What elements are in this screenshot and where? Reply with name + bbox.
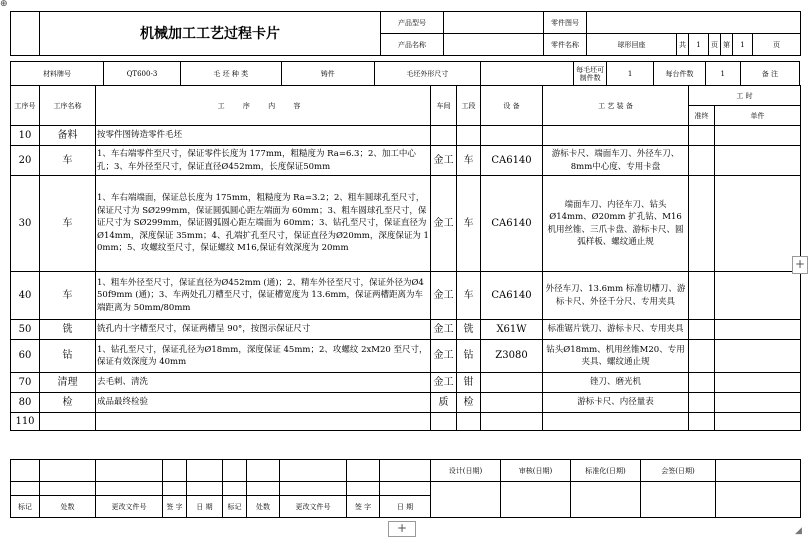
op-name[interactable]: 备料 — [40, 126, 96, 146]
per-unit-value[interactable]: 1 — [705, 62, 740, 86]
op-hours-prep[interactable] — [689, 126, 715, 146]
op-content[interactable]: 1、钻孔至尺寸，保证孔径为Ø18mm，深度保证 45mm；2、攻螺纹 2xM20 至尺寸，保证有效深度为 40mm — [96, 340, 431, 373]
change-date2-label: 日 期 — [380, 496, 431, 518]
col-hours: 工 时 — [689, 86, 801, 106]
col-op-name: 工序名称 — [40, 86, 96, 126]
op-section[interactable]: 车 — [457, 272, 481, 320]
op-hours-prep[interactable] — [689, 146, 715, 176]
op-hours-prep[interactable] — [689, 176, 715, 272]
op-workshop[interactable]: 金工 — [431, 373, 457, 393]
op-equipment[interactable] — [481, 126, 543, 146]
op-hours-unit[interactable] — [715, 320, 801, 340]
op-section[interactable]: 钳 — [457, 373, 481, 393]
op-name[interactable]: 车 — [40, 176, 96, 272]
operations-table — [10, 85, 801, 431]
op-content[interactable] — [96, 413, 431, 431]
op-no[interactable]: 10 — [11, 126, 40, 146]
part-name-value[interactable]: 球形回座 — [587, 34, 677, 56]
add-column-button[interactable]: + — [792, 256, 808, 274]
material-value[interactable]: QT600-3 — [104, 62, 181, 86]
op-workshop[interactable]: 金工 — [431, 176, 457, 272]
op-workshop[interactable] — [431, 126, 457, 146]
op-tooling[interactable]: 标准锯片铣刀、游标卡尺、专用夹具 — [543, 320, 689, 340]
op-no[interactable]: 30 — [11, 176, 40, 272]
op-name[interactable]: 钻 — [40, 340, 96, 373]
op-section[interactable]: 车 — [457, 146, 481, 176]
op-content[interactable]: 按零件图铸造零件毛坯 — [96, 126, 431, 146]
op-tooling[interactable]: 外径车刀、13.6mm 标准切槽刀、游标卡尺、外径千分尺、专用夹具 — [543, 272, 689, 320]
countersign-label: 会签(日期) — [641, 460, 716, 482]
op-hours-prep[interactable] — [689, 320, 715, 340]
op-name[interactable]: 车 — [40, 146, 96, 176]
change-sign-label: 签 字 — [163, 496, 187, 518]
col-workshop: 车间 — [431, 86, 457, 126]
op-hours-unit[interactable] — [715, 413, 801, 431]
op-tooling[interactable]: 钻头Ø18mm、机用丝锥M20、专用夹具、螺纹通止规 — [543, 340, 689, 373]
change-date-label: 日 期 — [187, 496, 223, 518]
op-section[interactable]: 钻 — [457, 340, 481, 373]
op-hours-prep[interactable] — [689, 393, 715, 413]
op-hours-prep[interactable] — [689, 340, 715, 373]
op-no[interactable]: 70 — [11, 373, 40, 393]
table-row — [11, 272, 801, 320]
op-hours-unit[interactable] — [715, 146, 801, 176]
table-row — [11, 320, 801, 340]
op-equipment[interactable]: CA6140 — [481, 146, 543, 176]
table-row — [11, 126, 801, 146]
op-no[interactable]: 110 — [11, 413, 40, 431]
table-row — [11, 176, 801, 272]
per-unit-label: 每台件数 — [654, 62, 706, 86]
col-section: 工段 — [457, 86, 481, 126]
op-workshop[interactable]: 质 — [431, 393, 457, 413]
header-blank-cell — [11, 12, 40, 56]
op-workshop[interactable]: 金工 — [431, 340, 457, 373]
op-workshop[interactable]: 金工 — [431, 320, 457, 340]
table-row — [11, 340, 801, 373]
product-name-value[interactable] — [444, 34, 544, 56]
col-op-no: 工序号 — [11, 86, 40, 126]
change-sign2-label: 签 字 — [347, 496, 380, 518]
op-content[interactable]: 1、粗车外径至尺寸，保证直径为Ø452mm (通)；2、精车外径至尺寸，保证外径为Ø450f9mm (通)；3、车两处孔刀槽至尺寸，保证槽宽度为 13.6mm，保证两槽距离为车端距离为 50mm/80mm — [96, 272, 431, 320]
countersign-value[interactable] — [641, 482, 716, 518]
op-equipment[interactable]: CA6140 — [481, 272, 543, 320]
part-no-value[interactable] — [587, 12, 801, 34]
op-no[interactable]: 80 — [11, 393, 40, 413]
material-label: 材料牌号 — [11, 62, 104, 86]
product-model-label: 产品型号 — [381, 12, 444, 34]
table-move-handle[interactable]: ⊕ — [0, 0, 8, 9]
op-hours-unit[interactable] — [715, 393, 801, 413]
material-table — [10, 61, 800, 86]
header-table — [10, 11, 801, 56]
standard-value[interactable] — [571, 482, 641, 518]
op-section[interactable]: 车 — [457, 176, 481, 272]
op-name[interactable] — [40, 413, 96, 431]
col-hours-unit: 单件 — [715, 106, 801, 126]
op-equipment[interactable] — [481, 373, 543, 393]
op-name[interactable]: 检 — [40, 393, 96, 413]
op-content[interactable]: 1、车右端零件至尺寸，保证零件长度为 177mm，粗糙度为 Ra=6.3；2、加工中心孔；3、车外径至尺寸，保证直径Ø452mm，长度保证50mm — [96, 146, 431, 176]
op-hours-prep[interactable] — [689, 413, 715, 431]
col-hours-prep: 准终 — [689, 106, 715, 126]
op-hours-prep[interactable] — [689, 272, 715, 320]
table-row — [11, 413, 801, 431]
signoff-table — [10, 459, 801, 518]
op-content[interactable]: 铣孔内十字槽至尺寸，保证两槽呈 90°，按图示保证尺寸 — [96, 320, 431, 340]
op-equipment[interactable] — [481, 393, 543, 413]
change-doc-label: 更改文件号 — [96, 496, 163, 518]
resize-grip-icon[interactable]: ◢ — [795, 526, 802, 536]
op-no[interactable]: 60 — [11, 340, 40, 373]
blank-size-value[interactable] — [481, 62, 574, 86]
op-hours-unit[interactable] — [715, 126, 801, 146]
op-section[interactable]: 检 — [457, 393, 481, 413]
change-mark-label: 标记 — [11, 496, 40, 518]
product-model-value[interactable] — [444, 12, 544, 34]
op-tooling[interactable] — [543, 413, 689, 431]
op-content[interactable]: 去毛刺、清洗 — [96, 373, 431, 393]
op-equipment[interactable] — [481, 413, 543, 431]
op-tooling[interactable] — [543, 126, 689, 146]
col-tooling: 工 艺 装 备 — [543, 86, 689, 126]
product-name-label: 产品名称 — [381, 34, 444, 56]
op-workshop[interactable]: 金工 — [431, 146, 457, 176]
op-section[interactable] — [457, 126, 481, 146]
change-count2-label: 处数 — [247, 496, 280, 518]
op-no[interactable]: 20 — [11, 146, 40, 176]
op-no[interactable]: 40 — [11, 272, 40, 320]
change-doc2-label: 更改文件号 — [280, 496, 347, 518]
part-name-label: 零件名称 — [544, 34, 587, 56]
op-tooling[interactable]: 端面车刀、内径车刀、钻头Ø14mm、Ø20mm 扩孔钻、M16 机用丝锥、三爪卡盘、游标卡尺、圆弧样板、螺纹通止规 — [543, 176, 689, 272]
table-row — [11, 146, 801, 176]
col-equipment: 设 备 — [481, 86, 543, 126]
op-section[interactable] — [457, 413, 481, 431]
op-name[interactable]: 清理 — [40, 373, 96, 393]
op-hours-unit[interactable] — [715, 340, 801, 373]
per-blank-value[interactable]: 1 — [607, 62, 654, 86]
blank-size-label: 毛坯外形尺寸 — [374, 62, 480, 86]
op-equipment[interactable]: X61W — [481, 320, 543, 340]
op-tooling[interactable]: 锉刀、磨光机 — [543, 373, 689, 393]
sheet-label: 第 — [721, 34, 733, 56]
total-value[interactable]: 1 — [689, 34, 709, 56]
change-count-label: 处数 — [40, 496, 96, 518]
op-hours-unit[interactable] — [715, 373, 801, 393]
op-name[interactable]: 车 — [40, 272, 96, 320]
total-label: 共 — [677, 34, 689, 56]
process-card — [10, 11, 800, 519]
op-no[interactable]: 50 — [11, 320, 40, 340]
op-section[interactable]: 铣 — [457, 320, 481, 340]
op-content[interactable]: 成品最终检验 — [96, 393, 431, 413]
change-mark2-label: 标记 — [223, 496, 247, 518]
op-equipment[interactable]: Z3080 — [481, 340, 543, 373]
op-content[interactable]: 1、车右端端面，保证总长度为 175mm，粗糙度为 Ra=3.2；2、粗车圆球孔至尺寸，保证尺寸为 SØ299mm，保证圆弧圆心距左端面为 60mm；3、粗车圆球孔至尺寸，保证尺寸为 SØ299mm，保证圆弧圆心距左端面为 60mm；3、钻孔至尺寸，保证直径为Ø14mm，深度保证 35mm；4、孔端扩孔至尺寸，保证直径为Ø20mm，深度保证为 10mm；5、攻螺纹至尺寸，保证螺纹 M16,保证有效深度为 20mm — [96, 176, 431, 272]
table-row — [11, 393, 801, 413]
op-hours-unit[interactable] — [715, 176, 801, 272]
op-hours-prep[interactable] — [689, 373, 715, 393]
standard-label: 标准化(日期) — [571, 460, 641, 482]
blank-type-value[interactable]: 铸件 — [281, 62, 374, 86]
per-blank-label: 每毛坯可制件数 — [574, 62, 607, 86]
sheet-value[interactable]: 1 — [733, 34, 753, 56]
col-content: 工 序 内 容 — [96, 86, 431, 126]
review-value[interactable] — [501, 482, 571, 518]
table-row — [11, 373, 801, 393]
add-row-button[interactable]: + — [388, 521, 416, 537]
page-label: 页 — [709, 34, 721, 56]
review-label: 审核(日期) — [501, 460, 571, 482]
part-no-label: 零件图号 — [544, 12, 587, 34]
sheet-page-label: 页 — [753, 34, 801, 56]
op-equipment[interactable]: CA6140 — [481, 176, 543, 272]
page-title: 机械加工工艺过程卡片 — [40, 12, 381, 56]
design-label: 设计(日期) — [431, 460, 501, 482]
op-workshop[interactable]: 金工 — [431, 272, 457, 320]
op-hours-unit[interactable] — [715, 272, 801, 320]
op-tooling[interactable]: 游标卡尺、端面车刀、外径车刀、8mm中心度、专用卡盘 — [543, 146, 689, 176]
op-name[interactable]: 铣 — [40, 320, 96, 340]
op-workshop[interactable] — [431, 413, 457, 431]
remarks-label: 备 注 — [740, 62, 799, 86]
blank-type-label: 毛 坯 种 类 — [180, 62, 281, 86]
op-tooling[interactable]: 游标卡尺、内径量表 — [543, 393, 689, 413]
design-value[interactable] — [431, 482, 501, 518]
